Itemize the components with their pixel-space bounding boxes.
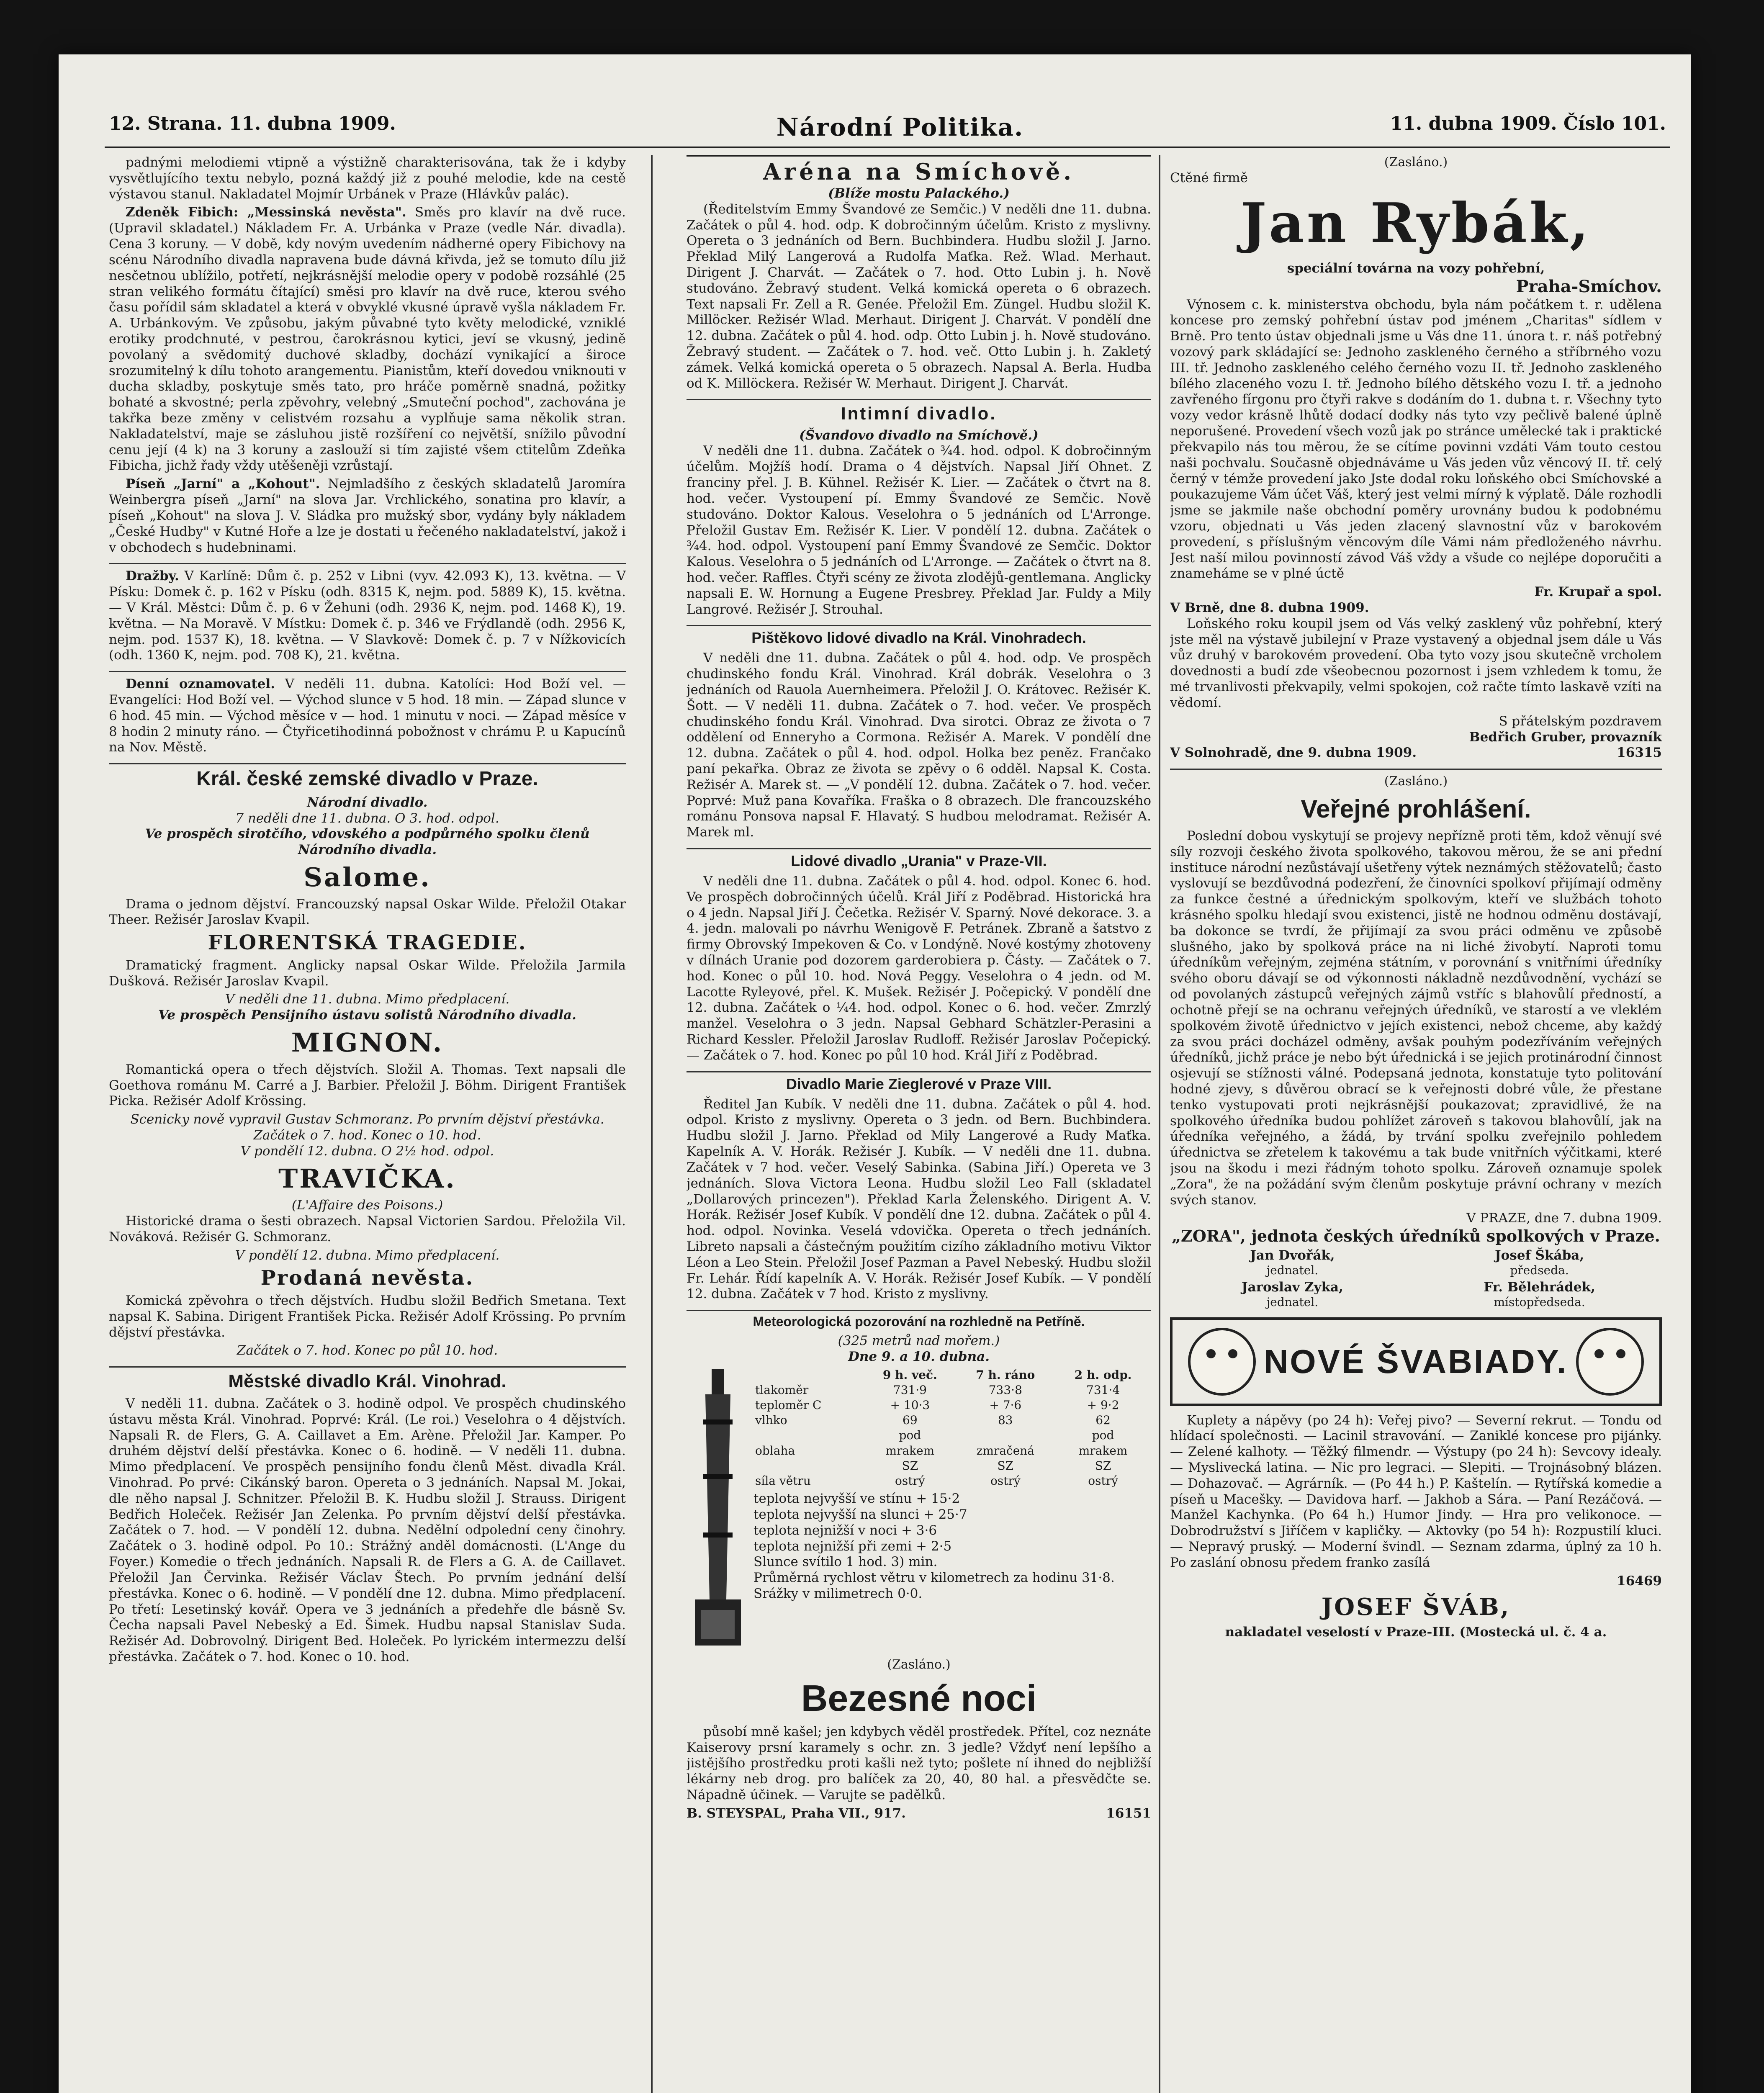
meteo-row — [753, 1428, 1151, 1443]
kuplety-body: Kuplety a nápěvy (po 24 h): Veřej pivo? — Severní rekrut. — Tondu od hlídací společnosti. — Lacinil stravování. — Zaniklé koncese pro pijánky. — Zelené kalhoty. — Těžký filmendr. — Výstupy (po 24 h): Sevcovy idealy. — Myslivecká latina. — Nic pro legraci. — Slepiti. — Trojnásobný blázen. — Dohazovač. — Agrárník. — (Po 44 h.) P. Kaštelín. — Rytířská komedie a píseň u Macešky. — Davidova harf. — Jakhob a Sára. — Paní Rezáčová. — Manžel Kachynka. (Po 64 h.) Humor Jindy. — Hra pro velikonoce. — Dobrodružství s Jiříčem v kapličky. — Aktovky (po 54 h): Rozpustilí kluci. — Nepravý pruský. — Moderní švindl. — Seznam zdarma, úplný za 10 h. Po zaslání obnosu předem franko zasílá — [1170, 1412, 1662, 1570]
signer-name: Jaroslav Zyka, — [1241, 1279, 1343, 1295]
arena-body: (Ředitelstvím Emmy Švandové ze Semčic.) V neděli dne 11. dubna. Začátek o půl 4. hod. odp. K dobročinným účelům. Kristo z myslivny. Opereta o 3 jednáních od Bern. Buchbindera. Hudbu složil J. Jarno. Překlad Milý Langerová a Rudolfa Maťka. Rež. Wlad. Merhaut. Dirigent J. Charvát. — Začátek o 7. hod. Otto Lubin j. h. Nově studováno. Žebravý student. Velká komická opereta o 6 obrazech. Text napsali Fr. Zell a R. Genée. Přeložil Em. Züngel. Hudbu složil K. Millöcker. Režisér Wlad. Merhaut. Dirigent J. Charvát. V pondělí dne 12. dubna. Začátek o půl 4. hod. odp. Otto Lubin j. h. Nově studováno. Žebravý student. — Začátek o 7. hod. več. Otto Lubin j. h. Zakletý zámek. Velká komická opereta o 5 obrazech. Napsal A. Berla. Hudba od K. Millöckera. Režisér W. Merhaut. Dirigent J. Charvát. — [687, 201, 1151, 391]
meteo-row — [753, 1473, 1151, 1489]
bezesne-advertiser: B. STEYSPAL, Praha VII., 917. — [687, 1805, 906, 1821]
meteo-extra-line: teplota nejvyšší ve stínu + 15·2 — [753, 1491, 960, 1507]
urania-theatre — [687, 848, 1151, 1064]
florentska-body: Dramatický fragment. Anglicky napsal Oskar Wilde. Přeložila Jarmila Dušková. Režisér Jaroslav Kvapil. — [109, 957, 626, 989]
public-declaration — [1170, 774, 1662, 1309]
meteo-cell: teploměr C — [755, 1398, 822, 1412]
play-title-florentska: FLORENTSKÁ TRAGEDIE. — [208, 931, 527, 955]
meteo-cell: 62 — [1095, 1413, 1111, 1427]
letter-signature: Fr. Krupař a spol. — [1534, 584, 1662, 600]
daily-body: V neděli 11. dubna. Katolíci: Hod Boží vel. — Evangelíci: Hod Boží vel. — Východ slunce v 5 hod. 18 min. — Západ slunce v 6 hod. 45 min. — Východ měsíce v — hod. 1 minutu v noci. — Západ měsíce v 8 hodin 2 minuty ráno. — Čtyřicetihodinná pobožnost v chrámu P. u Kapucínů na Nov. Městě. — [109, 676, 626, 755]
letter2-greeting: S přátelským pozdravem — [1499, 713, 1662, 729]
meteo-cell: tlakoměr — [755, 1383, 809, 1397]
meteo-cell: ostrý — [895, 1473, 925, 1488]
bezesne-ad — [687, 1657, 1151, 1822]
face-icon — [1188, 1328, 1256, 1396]
meteo-row — [753, 1398, 1151, 1413]
play-title-travicka: TRAVIČKA. — [278, 1163, 456, 1194]
meteo-extra-line: teplota nejvyšší na slunci + 25·7 — [753, 1507, 967, 1522]
meteo-row — [753, 1413, 1151, 1428]
meteo-cell: mrakem — [885, 1443, 935, 1458]
meteo-date: Dne 9. a 10. dubna. — [848, 1349, 990, 1365]
header-left: 12. Strana. 11. dubna 1909. — [109, 113, 396, 134]
page-header — [105, 109, 1670, 148]
benefit-note: Ve prospěch sirotčího, vdovského a podpůrného spolku členů Národního divadla. — [145, 826, 590, 858]
auctions — [109, 568, 626, 663]
meteo-cell — [956, 1428, 1055, 1443]
jarni-body: Nejmladšího z českých skladatelů Jaromíra Weinbergra píseň „Jarní" na slova Jar. Vrchlického, sonatina pro klavír, a píseň „Kohout" na slova J. V. Sládka pro mužský sbor, vydány byly nákladem „České Hudby" v Kutné Hoře a lze je dostati u řečeného nakladatelství, jakož i v obchodech s hudebninami. — [109, 476, 626, 555]
meteo-cell: + 9·2 — [1087, 1398, 1119, 1412]
meteo-cell: 733·8 — [988, 1383, 1022, 1397]
svab-name: JOSEF ŠVÁB, — [1321, 1593, 1511, 1621]
mignon-note: Scenicky nově vypravil Gustav Schmoranz. Po prvním dějství přestávka. — [130, 1112, 604, 1127]
meteo-cell: 83 — [998, 1413, 1013, 1427]
meteo-header-row — [753, 1368, 1151, 1383]
meteo-cell: ostrý — [1088, 1473, 1118, 1488]
firm-location: Praha-Smíchov. — [1516, 276, 1662, 296]
urania-body: V neděli dne 11. dubna. Začátek o půl 4. hod. odpol. Konec 6. hod. Ve prospěch dobročinných účelů. Král Jiří z Poděbrad. Historická hra o 4 jedn. Napsal Jiří J. Čečetka. Režisér V. Sparný. Nové dekorace. 3. a 4. jedn. malovali po návrhu Wenigově F. Petránek. Zbraně a šatstvo z firmy Obrovský Impekoven & Co. v Londýně. Nové kostýmy zhotoveny v dílnách Uranie pod dozorem garderobiera p. Částy. — Začátek o 7. hod. Konec o půl 10. hod. Nová Peggy. Veselohra o 4 jedn. od M. Lacotte Ryleyové, přel. K. Mušek. Režisér J. Počepický. V pondělí dne 12. dubna. Začátek o ¼4. hod. odpol. Konec o 6. hod. večer. Zmrzlý manžel. Veselohra o 3 jedn. Napsal Gebhard Schätzler-Perasini a Richard Kessler. Přeložil Jaroslav Rudloff. Režisér Jaroslav Počepický. — Začátek o 7. hod. Konec po půl 10 hod. Král Jiří z Poděbrad. — [687, 873, 1151, 1063]
meteo-cell: SZ — [902, 1458, 918, 1473]
svab-catalog — [1170, 1413, 1662, 1640]
letter-place: V Brně, dne 8. dubna 1909. — [1170, 600, 1369, 616]
intro-text: padnými melodiemi vtipně a výstižně charakterisována, tak že i kdyby vysvětlujícího textu nebylo, pozná každý již z pouhé melodie, kde na cestě výstavou stanul. Nakladatel Mojmír Urbánek v Praze (Hlávkův palác). — [109, 155, 626, 202]
daily-title: Denní oznamovatel. — [126, 676, 275, 692]
letter-body: Výnosem c. k. ministerstva obchodu, byla nám počátkem t. r. udělena koncese pro zemský pohřební ústav pod jménem „Charitas" sídlem v Brně. Pro tento ústav objednali jsme u Vás dne 11. února t. r. náš potřebný vozový park skládající se: Jednoho zaskleného černého a stříbrného vozu III. tř. Jednoho zaskleného celého černého vozu II. tř. Jednoho zaskleného bílého zlaceného vozu I. tř. Jednoho bílého dětského vozu I. tř. a jednoho zavřeného fírgonu pro čtyři rakve s dodáním do 1. dubna t. r. Všechny tyto vozy vedor krásně lhůtě dodací dodky nás tyto vzy pečlivě balené úplně neporušené. Provedení všech vozů jak po stránce umělecké tak i praktické překvapilo nás tou měrou, že se cítíme povinni vzdáti Vám touto cestou naši pochvalu. Současně objednáváme u Vás jeden vůz věncový II. tř. celý černý v témže provedení jako Jste dodal roku loňského obci Smíchovské a poukazujeme Vám účet Váš, který jest velmi mírný k výplatě. Dále rozhodli jsme se jakmile naše obchodní poměry urovnány budou k podobnému vzoru, objednati u Vás jeden zlacený slavnostní vůz v barokovém provedení, s příslušným věncovým díle Vámi nám předloženého návrhu. Jest naší milou povinností závod Váš vždy a všude co nejlépe doporučiti a znameháme se v plné úctě — [1170, 297, 1662, 581]
ziegler-title: Divadlo Marie Zieglerové v Praze VIII. — [687, 1071, 1151, 1093]
meteo-header-cell: 7 h. ráno — [976, 1368, 1035, 1382]
declaration-title: Veřejné prohlášení. — [1301, 795, 1531, 823]
svabiady-title: NOVÉ ŠVABIADY. — [1264, 1342, 1568, 1380]
vinohrady-theatre — [109, 1366, 626, 1665]
meteo-extra-line: Srážky v milimetrech 0·0. — [753, 1586, 923, 1601]
monday-note-2: V pondělí 12. dubna. Mimo předplacení. — [235, 1247, 500, 1263]
meteo-cell: SZ — [997, 1458, 1014, 1473]
letter2-signature: Bedřich Gruber, provazník — [1469, 729, 1662, 745]
meteo-cell: síla větru — [755, 1473, 811, 1488]
svabiady-ad-banner — [1170, 1317, 1662, 1406]
letter2-number: 16315 — [1617, 745, 1662, 761]
intimni-title: Intimní divadlo. — [687, 399, 1151, 424]
firm-sub: speciální továrna na vozy pohřební, — [1287, 261, 1545, 276]
header-right: 11. dubna 1909. Číslo 101. — [1390, 113, 1666, 134]
mignon-time: Začátek o 7. hod. Konec o 10. hod. — [253, 1127, 481, 1143]
ziegler-body: Ředitel Jan Kubík. V neděli dne 11. dubna. Začátek o půl 4. hod. odpol. Kristo z myslivny. Opereta o 3 jedn. od Bern. Buchbindera. Hudbu složil J. Jarno. Překlad od Mily Langerové a Rudy Maťka. Kapelník A. V. Horák. Režisér J. Kubík. — V neděli dne 11. dubna. Začátek v 7 hod. večer. Veselý Sabinka. (Sabina Jiří.) Opereta ve 3 jednáních. Slova Victora Leona. Hudbu složil Leo Fall (skladatel „Dollarových princezen"). Překlad Karla Želenského. Dirigent A. V. Horák. Režisér Josef Kubík. V pondělí dne 12. dubna. Začátek o půl 4. hod. odpol. Novinka. Veselá vdovička. Opereta o třech jednáních. Libreto napsali a částečným použitím cizího základního motivu Viktor Léon a Leo Stein. Přeložil Josef Pazman a Pavel Nebeský. Hudbu složil Fr. Lehár. Řídí kapelník A. V. Horák. Režisér Josef Kubík. — V pondělí 12. dubna. Začátek v 7 hod. Kristo z myslivny. — [687, 1096, 1151, 1302]
prodana-time: Začátek o 7. hod. Konec po půl 10. hod. — [237, 1343, 498, 1358]
meteo-cell: mrakem — [1078, 1443, 1128, 1458]
theatre-name: Král. české zemské divadlo v Praze. — [109, 763, 626, 792]
meteo-extra-line: Průměrná rychlost větru v kilometrech za hodinu 31·8. — [753, 1570, 1115, 1586]
prodana-body: Komická zpěvohra o třech dějstvích. Hudbu složil Bedřich Smetana. Text napsal K. Sabina. Dirigent František Picka. Režisér Adolf Krössing. Po prvním dějství přestávka. — [109, 1293, 626, 1340]
bezesne-number: 16151 — [1106, 1805, 1151, 1821]
meteo-extra-line: teplota nejnižší při zemi + 2·5 — [753, 1538, 952, 1554]
vinohrady-body: V neděli 11. dubna. Začátek o 3. hodině odpol. Ve prospěch chudinského ústavu města Král. Vinohrad. Poprvé: Král. (Le roi.) Veselohra o 4 dějstvích. Napsali R. de Flers, G. A. Caillavet a Em. Arène. Přeložil Jar. Kamper. Po druhém dějství delší přestávka. Konec o 6. hodině. — V neděli 11. dubna. Mimo předplacení. Ve prospěch pensijního fondu členů Měst. divadla Král. Vinohrad. Po prvé: Cikánský baron. Opereta o 3 jednáních. Napsal M. Jokai, dle něho napsal J. Schnitzer. Přeložil B. K. Hudbu složil J. Strauss. Dirigent Bedřich Holeček. Režisér Jan Zelenka. Po prvním dějství delší přestávka. Začátek o 7. hod. — V pondělí 12. dubna. Nedělní odpolední ceny činohry. Začátek o 3. hodině odpol. Po 10.: Strážný anděl domácnosti. (L'Ange du Foyer.) Komedie o třech jednáních. Napsali R. de Flers a G. A. de Caillavet. Přeložil Jan Červinka. Režisér Václav Štech. Po prvním jednání delší přestávka. Konec o 6. hodině. — V pondělí dne 12. dubna. Mimo předplacení. Po třetí: Lesetinský kovář. Opera ve 3 jednáních a předehře dle básně Sv. Čecha napsali Pavel Nebeský a Ed. Šimek. Hudbu napsal Stanislav Suda. Režisér Ad. Dobrovolný. Dirigent Bed. Holeček. Po lyrickém intermezzu delší přestávka. Začátek o 7. hod. Konec o 10. hod. — [109, 1396, 626, 1664]
mignon-body: Romantická opera o třech dějstvích. Složil A. Thomas. Text napsali dle Goethova románu M. Carré a J. Barbier. Přeložil J. Böhm. Dirigent František Picka. Režisér Adolf Krössing. — [109, 1062, 626, 1109]
vinohrady-title: Městské divadlo Král. Vinohrad. — [109, 1366, 626, 1393]
arena-smichov — [687, 155, 1151, 391]
meteo-row — [753, 1443, 1151, 1458]
arena-title: Aréna na Smíchově. — [687, 155, 1151, 186]
meteo-cell: + 7·6 — [989, 1398, 1022, 1412]
meteo-header-cell: 2 h. odp. — [1074, 1368, 1132, 1382]
signature-row — [1178, 1248, 1653, 1278]
meteo-cell: 731·9 — [893, 1383, 927, 1397]
tower-illustration-icon — [687, 1365, 749, 1650]
signer-role: místopředseda. — [1494, 1295, 1585, 1309]
meteo-cell: 69 — [903, 1413, 918, 1427]
letter2-place: V Solnohradě, dne 9. dubna 1909. — [1170, 745, 1417, 761]
theatre-date: 7 neděli dne 11. dubna. O 3. hod. odpol. — [235, 810, 499, 826]
national-theatre — [109, 763, 626, 1359]
meteo-extra-line: Slunce svítilo 1 hod. 3) min. — [753, 1554, 938, 1570]
signer-name: Josef Škába, — [1495, 1247, 1584, 1263]
play-title-salome: Salome. — [303, 862, 431, 893]
declaration-place: V PRAZE, dne 7. dubna 1909. — [1466, 1211, 1662, 1226]
signer-role: jednatel. — [1266, 1263, 1319, 1278]
meteo-report — [687, 1310, 1151, 1650]
zaslano-label: (Zasláno.) — [1384, 155, 1448, 170]
bezesne-body: působí mně kašel; jen kdybych věděl prostředek. Přítel, coz neznáte Kaiserovy prsní karamely s ochr. zn. 3 jedle? Vždyť není lepšího a jistějšího prostředku proti kašli než tyto; pošlete ní ihned do nejbližší lékárny neb drog. pro balíček za 20, 40, 80 hal. a přesvědčte se. Nápadně účinek. — Varujte se padělků. — [687, 1724, 1151, 1803]
signer-name: Fr. Bělehrádek, — [1484, 1279, 1595, 1295]
meteo-title: Meteorologická pozorování na rozhledně na Petříně. — [687, 1310, 1151, 1330]
svab-sub: nakladatel veselostí v Praze-III. (Mostecká ul. č. 4 a. — [1225, 1624, 1607, 1640]
ziegler-theatre — [687, 1071, 1151, 1302]
declaration-body: Poslední dobou vyskytují se projevy nepřízně proti těm, kdož věnují své síly rozvoji českého života spolkového, takovou měrou, že se ani přední instituce národní nezůstávají ušetřeny výtek neznámých stěžovatelů; často vyslovují se bezdůvodná podezření, že činovníci spolkoví přijímají odměny za funkce čestné a úřednickým spolkovým, kteří ve službách tohoto krásného spolku hledají svou existenci, jistě ne hodnou odměnu dostávají, ba dokonce se tvrdí, že přijímají za svou práci odměnu ve způsobě slušného, jako by spolková práce na ni liché živobytí. Naproti tomu úředníkům veřejným, zejména státním, v porovnání s vnitřními úředníky svého oboru dávají se od výkonnosti nákladně nezdůvodnění, vychází se od povolaných zástupců veřejných zájmů vstříc s blahovůlí předností, a ochotně přejí se na ochranu veřejných úředníků, ve starostí a ve vleklém spolkovém životě úřednictvo v jejích existenci, nebož chceme, aby každý za svou práci docházel odměny, avšak pouhým podezříváním veřejných úředníků, jichž práce je nebo být úřednická i se jejich protinárodní činnost osjevují se stížnosti válné. Podepsaná jednota, konstatuje tyto politování hodné zjevy, s důvěrou obrací se k veřejnosti dobré vůle, že přestane tenko vystupovati proti nejkrásnější poukazovat; zpravidlivé, že na spolkového úředníka budou pohlížet zároveň s takovou blahovůlí, jak na úředníka veřejného, a žádá, by trvání spolku zveřejnilo pohledem úřednictva se zřetelem k takovému a tak bude vnitřních výčitkami, které jsou na škodu i mezi řádným tohoto spolku. Zároveň oznamuje spolek „Zora", že na požádání svým členům poskytuje právní ochrany v mezích svých stanov. — [1170, 828, 1662, 1208]
fibich-body: Směs pro klavír na dvě ruce. (Upravil skladatel.) Nákladem Fr. A. Urbánka v Praze (vedle Nár. divadla). Cena 3 koruny. — V době, kdy novým uvedením nádherné opery Fibichovy na scénu Národního divadla napravena bude dávná křivda, jež se tomuto dílu již nesčetnou ublížilo, potřetí, nejkrásnější melodie opery v podobě rozsáhlé (25 stran velikého formátu čítající) směsi pro klavír na dvě ruce, kterou svého času pořídil sám skladatel a která v obvyklé vkusné úpravě vyšla nákladem Fr. A. Urbánkovým. Ve způsobu, jakým půvabné tyto květy melodické, vzniklé erotiky prodchnuté, v pestrou, čarokrásnou kytici, jeví se vkusný, jedině povolaný a svědomitý duchové skladby, dochází vynikající a široce srozumitelný k dílu tohoto arangementu. Pianistům, kteří dovedou vniknouti v ducha skladby, poskytuje směs tato, pro hráče poměrně snadná, požitky bohaté a skvostné; perla zpěvohry, velebný „Smuteční pochod", zachována je takřka beze změny v celistvém rozsahu a vyplňuje sama několik stran. Nakladatelství, maje se zásluhou jistě rozšíření co největší, snížilo původní cenu její (4 k) na 3 koruny a zaslouží si tím zajisté všem ctitelům Zdeňka Fibicha, jichž řady vždy utěšeněji vzrůstají. — [109, 205, 626, 473]
travicka-body: Historické drama o šesti obrazech. Napsal Victorien Sardou. Přeložila Vil. Nováková. Režisér G. Schmoranz. — [109, 1214, 626, 1244]
jarni-title: Píseň „Jarní" a „Kohout". — [126, 476, 320, 492]
letter2-body: Loňského roku koupil jsem od Vás velký zasklený vůz pohřební, který jste měl na výstavě jubilejní v Praze vystavený a objednal jsem dále u Vás vůz druhý v barokovém provedení. Oba tyto vozy jsou skutečně vrcholem dovednosti a budí zde všeobecnou pozornost i jsem vzhledem k tomu, že mé trvanlivosti překvapily, velmi spokojen, což račte tímto laskavě vzíti na vědomí. — [1170, 616, 1662, 710]
meteo-header-cell: 9 h. več. — [882, 1368, 937, 1382]
signer-role: jednatel. — [1266, 1295, 1319, 1309]
auctions-title: Dražby. — [126, 568, 179, 584]
signature-row — [1178, 1280, 1653, 1310]
meteo-cell: 731·4 — [1086, 1383, 1120, 1397]
meteo-cell — [753, 1428, 864, 1443]
music-review — [109, 155, 626, 555]
play-title-mignon: MIGNON. — [291, 1027, 444, 1058]
firm-name: Jan Rybák, — [1240, 191, 1592, 255]
column-rule — [651, 155, 653, 2093]
intimni-body: V neděli dne 11. dubna. Začátek o ¾4. hod. odpol. K dobročinným účelům. Mojžíš hodí. Drama o 4 dějstvích. Napsal Jiří Ohnet. Z franciny přel. J. B. Kühnel. Režisér K. Lier. — Začátek o čtvrt na 8. hod. večer. Vystoupení pí. Emmy Švandové ze Semčic. Nově studováno. Doktor Kalous. Veselohra o 5 jednáních od L'Arronge. Přeložil Gustav Em. Režisér K. Lier. V pondělí 12. dubna. Začátek o ¾4. hod. odpol. Vystoupení paní Emmy Švandové ze Semčic. Doktor Kalous. Veselohra o 5 jednáních od L'Arronge. — Začátek o čtvrt na 8. hod. večer. Raffles. Čtyři scény ze života zlodějů-gentlemana. Anglicky napsali E. W. Hornung a Eugene Presbrey. Překlad Jar. Fuldy a Mily Langrové. Režisér J. Strouhal. — [687, 443, 1151, 617]
benefit-note-2: Ve prospěch Pensijního ústavu solistů Národního divadla. — [158, 1008, 576, 1023]
evening-note: V neděli dne 11. dubna. Mimo předplacení. — [225, 992, 510, 1007]
meteo-cell: zmračená — [976, 1443, 1034, 1458]
auctions-body: V Karlíně: Dům č. p. 252 v Libni (vyv. 42.093 K), 13. května. — V Písku: Domek č. p. 162 v Písku (odh. 8315 K, nejm. pod. 5889 K), 15. května. — V Král. Městci: Dům č. p. 6 v Žehuni (odh. 2936 K, nejm. pod. 1468 K), 19. května. — Na Moravě. V Místku: Domek č. p. 346 ve Frýdlandě (odh. 2956 K, nejm. pod. 1537 K), 18. května. — V Slavkově: Domek č. p. 7 v Nížkovicích (odh. 1360 K, nejm. pod. 708 K), 21. května. — [109, 568, 626, 663]
signer-role: předseda. — [1510, 1263, 1569, 1278]
monday-note: V pondělí 12. dubna. O 2½ hod. odpol. — [240, 1143, 494, 1159]
signer-name: Jan Dvořák, — [1250, 1247, 1335, 1263]
fibich-title: Zdeněk Fibich: „Messinská nevěsta". — [126, 205, 406, 220]
pistek-body: V neděli dne 11. dubna. Začátek o půl 4. hod. odp. Ve prospěch chudinského fondu Král. Vinohrad. Král dobrák. Veselohra o 3 jednáních od Rauola Auernheimera. Přeložil J. O. Krátovec. Režisér K. Šott. — V neděli 11. dubna. Začátek o 7. hod. večer. Ve prospěch chudinského fondu Král. Vinohrad. Dva sirotci. Obraz ze života o 7 oddělení od Enneryho a Cormona. Režisér A. Marek. V pondělí dne 12. dubna. Začátek o půl 4. hod. odpol. Holka bez peněz. Frančako paní pekařka. Obraz ze života se zpěvy o 6 odděl. Napsal K. Costa. Režisér A. Marek st. — „V pondělí 12. dubna. Začátek o 7. hod. večer. Poprvé: Muž pana Kovaříka. Fraška o 8 obrazech. Dle francouzského románu Ponsova napsal F. Hlavatý. S hudbou melodramat. Režisér A. Marek ml. — [687, 651, 1151, 840]
bezesne-title: Bezesné noci — [801, 1677, 1037, 1719]
meteo-row — [753, 1383, 1151, 1398]
meteo-extra-line: teplota nejnižší v noci + 3·6 — [753, 1522, 937, 1538]
meteo-table — [753, 1368, 1151, 1489]
meteo-cell: vlhko — [755, 1413, 787, 1427]
zaslano-label: (Zasláno.) — [887, 1657, 951, 1672]
column-right — [1170, 155, 1662, 2093]
masthead-title: Národní Politika. — [776, 113, 1024, 141]
travicka-sub: (L'Affaire des Poisons.) — [291, 1198, 443, 1213]
face-icon — [1576, 1328, 1644, 1396]
zora-name: „ZORA", jednota českých úředníků spolkových v Praze. — [1172, 1226, 1660, 1246]
meteo-cell: + 10·3 — [890, 1398, 930, 1412]
salome-body: Drama o jednom dějství. Francouzský napsal Oskar Wilde. Přeložil Otakar Theer. Režisér Jaroslav Kvapil. — [109, 896, 626, 928]
arena-sub: (Blíže mostu Palackého.) — [828, 185, 1010, 201]
pistek-theatre — [687, 625, 1151, 841]
pistek-title: Pištěkovo lidové divadlo na Král. Vinohradech. — [687, 625, 1151, 647]
meteo-cell: pod — [899, 1428, 921, 1442]
meteo-cell — [753, 1458, 864, 1473]
meteo-extra — [753, 1491, 1151, 1602]
meteo-cell: ostrý — [990, 1473, 1021, 1488]
ctene-label: Ctěné firmě — [1170, 170, 1248, 185]
column-middle — [687, 155, 1151, 2093]
theatre-sub: Národní divadlo. — [307, 795, 428, 810]
column-left — [109, 155, 626, 2093]
daily-notice — [109, 676, 626, 756]
rybak-ad — [1170, 155, 1662, 761]
intimni-divadlo — [687, 399, 1151, 617]
play-title-prodana: Prodaná nevěsta. — [260, 1266, 474, 1290]
urania-title: Lidové divadlo „Urania" v Praze-VII. — [687, 848, 1151, 870]
intimni-sub: (Švandovo divadlo na Smíchově.) — [799, 427, 1039, 443]
meteo-cell: oblaha — [755, 1443, 795, 1458]
meteo-sub: (325 metrů nad mořem.) — [838, 1333, 1000, 1349]
meteo-cell: pod — [1092, 1428, 1114, 1442]
zaslano-label: (Zasláno.) — [1384, 774, 1448, 789]
column-rule — [1159, 155, 1160, 2093]
kuplety-number: 16469 — [1617, 1573, 1662, 1589]
meteo-cell: SZ — [1095, 1458, 1111, 1473]
meteo-header-cell — [753, 1368, 864, 1383]
meteo-row — [753, 1458, 1151, 1473]
